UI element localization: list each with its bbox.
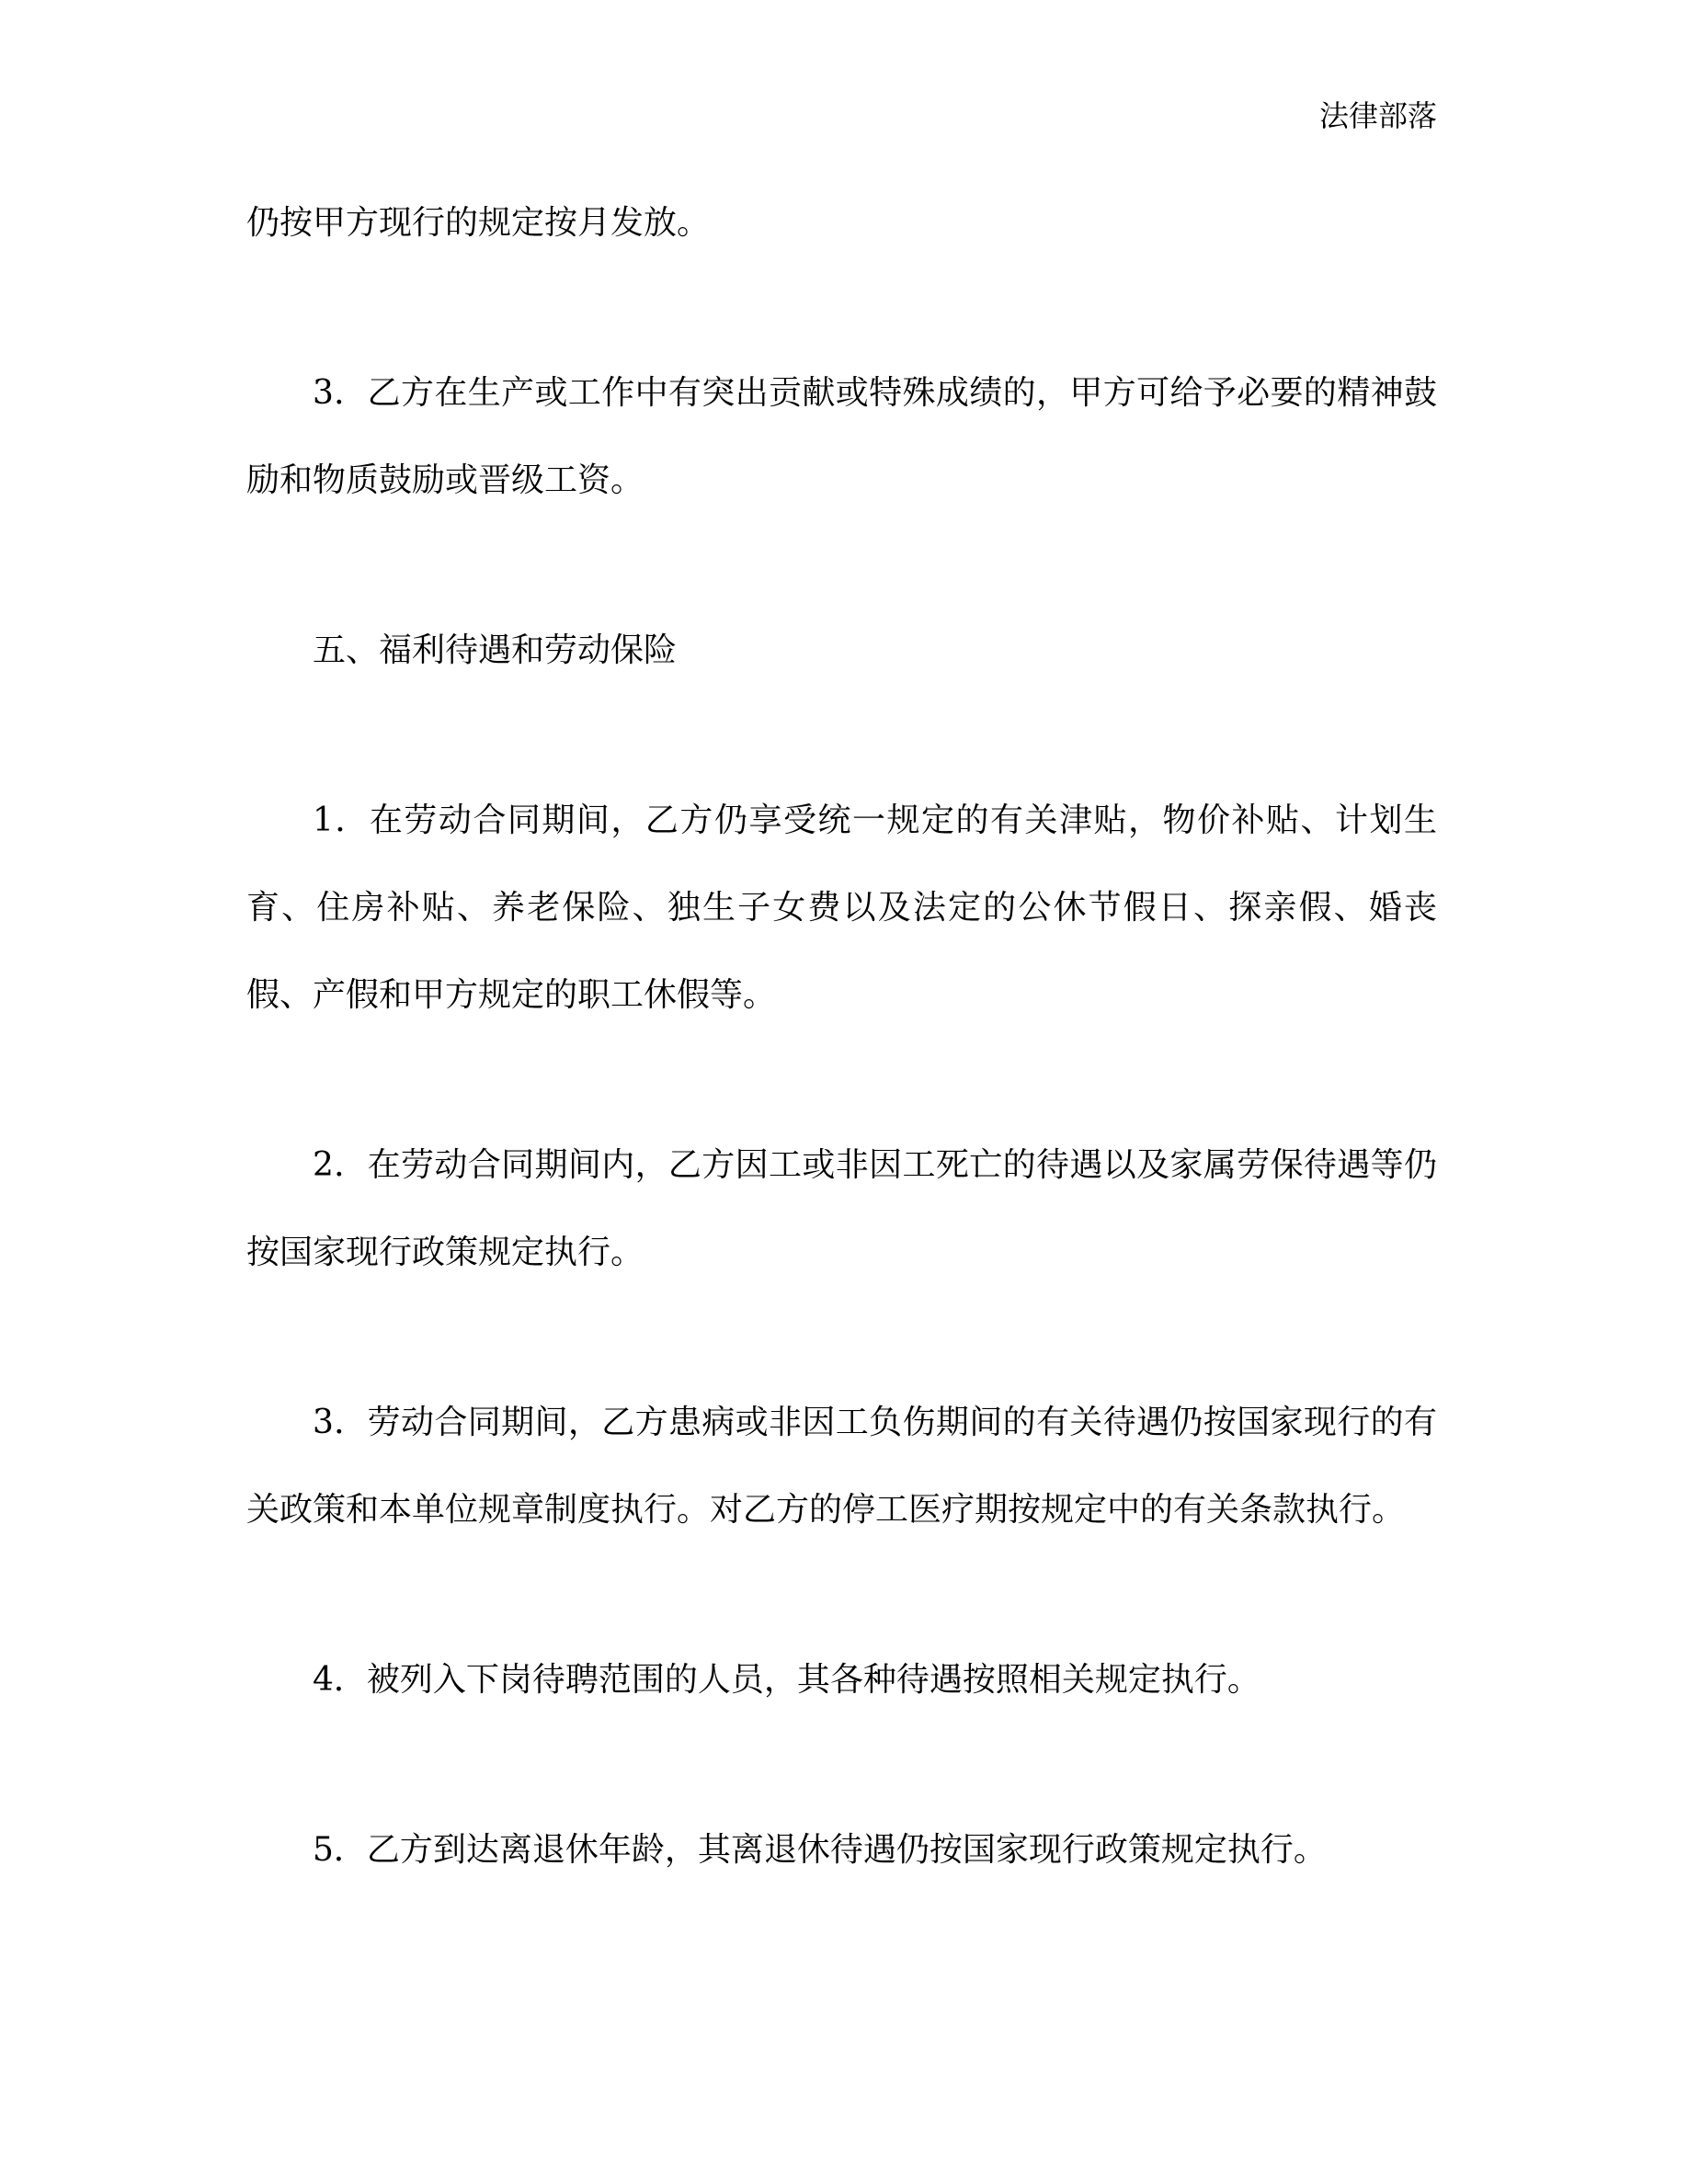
paragraph-clause-1: 1．在劳动合同期间，乙方仍享受统一规定的有关津贴，物价补贴、计划生育、住房补贴、养老保险、独生子女费以及法定的公休节假日、探亲假、婚丧假、产假和甲方规定的职工休假等。 (246, 802, 1437, 1014)
paragraph-clause-3: 3．乙方在生产或工作中有突出贡献或特殊成绩的，甲方可给予必要的精神鼓励和物质鼓励或晋级工资。 (246, 374, 1437, 499)
document-body (246, 179, 1437, 1894)
paragraph-clause-4: 4．被列入下岗待聘范围的人员，其各种待遇按照相关规定执行。 (313, 1661, 1260, 1699)
paragraph-clause-2: 2．在劳动合同期间内，乙方因工或非因工死亡的待遇以及家属劳保待遇等仍按国家现行政策规定执行。 (246, 1146, 1437, 1271)
section-heading: 五、福利待遇和劳动保险 (313, 631, 678, 669)
paragraph-continuation: 仍按甲方现行的规定按月发放。 (246, 204, 711, 242)
header-watermark: 法律部落 (1318, 98, 1437, 133)
paragraph-clause-5: 5．乙方到达离退休年龄，其离退休待遇仍按国家现行政策规定执行。 (313, 1831, 1327, 1869)
page-header (1319, 97, 1437, 134)
paragraph-clause-3b: 3．劳动合同期间，乙方患病或非因工负伤期间的有关待遇仍按国家现行的有关政策和本单位规章制度执行。对乙方的停工医疗期按规定中的有关条款执行。 (246, 1404, 1437, 1529)
